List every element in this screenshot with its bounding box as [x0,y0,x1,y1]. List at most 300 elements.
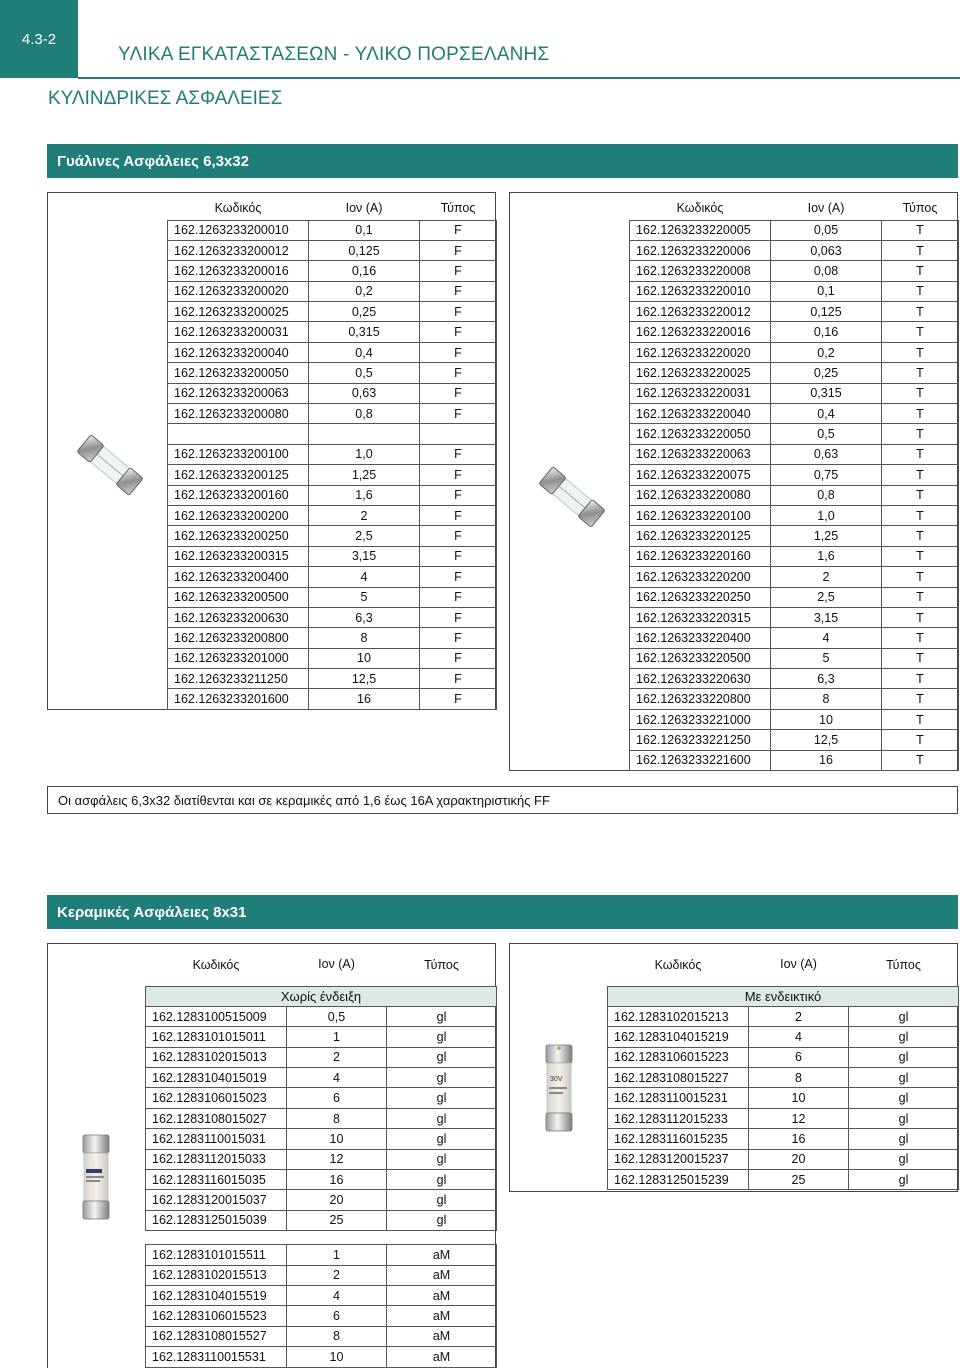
table-row [168,648,497,668]
cell-current: 1,0 [771,505,882,525]
cell-current: 20 [287,1190,387,1210]
cell-code: 162.1263233221000 [630,709,771,729]
table-row [146,1047,497,1067]
cell-current: 10 [309,648,420,668]
cell-type: F [420,485,497,505]
ceramic-fuses-title: Κεραμικές Ασφάλειες 8x31 [57,903,247,921]
table-row [146,1210,497,1230]
cell-current: 0,315 [309,322,420,342]
glass-fuses-band [47,144,958,178]
cell-code: 162.1263233200025 [168,302,309,322]
table-row [630,261,959,281]
cell-type: gl [849,1088,959,1108]
table-row [168,628,497,648]
cell-code: 162.1283100515009 [146,1006,287,1026]
column-header-code: Κωδικός [608,944,749,986]
cell-type: T [882,261,959,281]
cell-code: 162.1283112015233 [608,1108,749,1128]
cell-type: gl [849,1149,959,1169]
cell-code: 162.1283106015223 [608,1047,749,1067]
cell-code: 162.1283110015231 [608,1088,749,1108]
cell-code: 162.1263233220016 [630,322,771,342]
cell-current: 0,8 [771,485,882,505]
cell-type: aM [387,1326,497,1346]
cell-code: 162.1263233221250 [630,730,771,750]
cell-code: 162.1263233220006 [630,240,771,260]
cell-type: T [882,220,959,240]
cell-code: 162.1283104015519 [146,1285,287,1305]
cell-type: aM [387,1306,497,1326]
table-row [168,220,497,240]
cell-type: F [420,587,497,607]
cell-code: 162.1283108015527 [146,1326,287,1346]
cell-type: gl [849,1170,959,1190]
cell-current: 0,16 [309,261,420,281]
cell-current: 12 [287,1149,387,1169]
cell-code: 162.1263233220020 [630,342,771,362]
table-row [146,1265,497,1285]
cell-type: F [420,669,497,689]
blank-row [168,424,497,444]
table-row [168,607,497,627]
cell-type: T [882,465,959,485]
cell-code: 162.1263233220031 [630,383,771,403]
table-row [630,607,959,627]
cell-type: T [882,750,959,770]
cell-type: T [882,404,959,424]
cell-type: T [882,342,959,362]
cell-type: T [882,546,959,566]
cell-code: 162.1263233200200 [168,505,309,525]
cell-current: 2 [749,1006,849,1026]
table-row [630,424,959,444]
cell-type: T [882,424,959,444]
cell-current: 4 [287,1068,387,1088]
cell-code: 162.1283110015531 [146,1347,287,1367]
ceramic-fuse-indicator-icon [543,1043,575,1133]
cell-type: T [882,485,959,505]
cell-type: aM [387,1285,497,1305]
table-row [146,1306,497,1326]
empty-cell [309,424,420,444]
cell-type: gl [387,1210,497,1230]
glass-right-tbody [630,196,959,771]
glass-fuse-image-left [70,425,150,510]
table-row [630,750,959,770]
cell-current: 25 [287,1210,387,1230]
table-row [168,587,497,607]
cell-type: T [882,281,959,301]
table-row [608,1149,959,1169]
cell-current: 0,063 [771,240,882,260]
cell-type: F [420,281,497,301]
cell-current: 0,08 [771,261,882,281]
cell-type: gl [387,1088,497,1108]
table-row [146,1245,497,1265]
column-header-code: Κωδικός [168,196,309,220]
table-row [146,1108,497,1128]
cell-type: T [882,505,959,525]
empty-cell [146,1231,287,1245]
cell-current: 0,5 [287,1006,387,1026]
cell-current: 16 [287,1170,387,1190]
cell-type: T [882,587,959,607]
cell-type: gl [849,1047,959,1067]
cell-code: 162.1263233201600 [168,689,309,709]
table-row [630,322,959,342]
table-row [168,281,497,301]
section-label: Χωρίς ένδειξη [146,986,497,1006]
cell-current: 0,75 [771,465,882,485]
cell-code: 162.1283106015523 [146,1306,287,1326]
table-row [630,669,959,689]
cell-code: 162.1263233200063 [168,383,309,403]
table-row [168,485,497,505]
table-header-row [146,944,497,986]
cell-current: 12,5 [771,730,882,750]
table-row [630,546,959,566]
cell-current: 0,16 [771,322,882,342]
cell-type: T [882,648,959,668]
cell-type: T [882,383,959,403]
cell-current: 0,125 [771,302,882,322]
cell-type: F [420,689,497,709]
cell-current: 0,25 [771,363,882,383]
cell-type: aM [387,1347,497,1367]
ceramic-left-table [145,944,497,1368]
cell-code: 162.1263233200250 [168,526,309,546]
cell-type: T [882,607,959,627]
cell-code: 162.1283106015023 [146,1088,287,1108]
table-row [630,648,959,668]
empty-cell [387,1231,497,1245]
table-row [608,1170,959,1190]
table-row [630,689,959,709]
cell-type: gl [387,1068,497,1088]
table-row [168,342,497,362]
cell-code: 162.1283108015027 [146,1108,287,1128]
table-row [146,1285,497,1305]
empty-cell [287,1231,387,1245]
cell-current: 0,125 [309,240,420,260]
cell-current: 6 [287,1306,387,1326]
cell-type: gl [849,1108,959,1128]
cell-code: 162.1283110015031 [146,1129,287,1149]
cell-current: 4 [749,1027,849,1047]
table-row [168,505,497,525]
cell-code: 162.1283108015227 [608,1068,749,1088]
cell-type: F [420,383,497,403]
ceramic-fuse-image-right [543,1043,575,1138]
cell-current: 6,3 [309,607,420,627]
table-row [146,1149,497,1169]
cell-current: 8 [287,1326,387,1346]
page-number: 4.3-2 [21,30,57,48]
cell-current: 0,63 [309,383,420,403]
column-header-type: Τύπος [849,944,959,986]
cell-current: 12 [749,1108,849,1128]
cell-code: 162.1263233220500 [630,648,771,668]
cell-type: gl [387,1170,497,1190]
cell-current: 1 [287,1027,387,1047]
glass-fuse-icon [70,425,150,505]
cell-current: 1,6 [309,485,420,505]
cell-code: 162.1283120015237 [608,1149,749,1169]
cell-code: 162.1263233220800 [630,689,771,709]
table-row [630,505,959,525]
ceramic-right-tbody [608,944,959,1190]
column-header-code: Κωδικός [146,944,287,986]
cell-code: 162.1283102015213 [608,1006,749,1026]
table-row [168,302,497,322]
cell-current: 1,25 [771,526,882,546]
table-row [168,444,497,464]
table-row [630,444,959,464]
column-header-current: Ιον (Α) [771,196,882,220]
cell-current: 3,15 [309,546,420,566]
cell-type: F [420,567,497,587]
table-row [630,628,959,648]
cell-code: 162.1283104015019 [146,1068,287,1088]
table-row [630,363,959,383]
empty-cell [168,424,309,444]
cell-current: 0,4 [309,342,420,362]
column-header-type: Τύπος [420,196,497,220]
glass-note-text: Οι ασφάλεις 6,3x32 διατίθενται και σε κεραμικές από 1,6 έως 16Α χαρακτηριστικής FF [58,792,550,808]
cell-code: 162.1283101015011 [146,1027,287,1047]
cell-current: 20 [749,1149,849,1169]
cell-type: F [420,342,497,362]
cell-code: 162.1283101015511 [146,1245,287,1265]
section-row [146,986,497,1006]
table-row [630,240,959,260]
cell-type: gl [849,1129,959,1149]
cell-current: 0,315 [771,383,882,403]
cell-code: 162.1263233220200 [630,567,771,587]
cell-code: 162.1263233220012 [630,302,771,322]
glass-fuse-image-right [532,457,612,542]
table-row [146,1129,497,1149]
cell-current: 0,1 [309,220,420,240]
table-row [630,485,959,505]
cell-type: F [420,444,497,464]
cell-code: 162.1263233220080 [630,485,771,505]
cell-code: 162.1263233200010 [168,220,309,240]
column-header-code: Κωδικός [630,196,771,220]
cell-current: 10 [749,1088,849,1108]
cell-current: 3,15 [771,607,882,627]
main-title: ΥΛΙΚΑ ΕΓΚΑΤΑΣΤΑΣΕΩΝ - ΥΛΙΚΟ ΠΟΡΣΕΛΑΝΗΣ [118,44,550,65]
cell-code: 162.1263233200160 [168,485,309,505]
cell-current: 2,5 [771,587,882,607]
table-header-row [608,944,959,986]
table-header-row [630,196,959,220]
cell-type: T [882,240,959,260]
cell-type: F [420,526,497,546]
cell-code: 162.1263233200020 [168,281,309,301]
cell-code: 162.1263233220125 [630,526,771,546]
table-row [630,302,959,322]
table-row [146,1190,497,1210]
cell-code: 162.1263233200012 [168,240,309,260]
table-row [608,1006,959,1026]
cell-code: 162.1263233200050 [168,363,309,383]
cell-current: 0,5 [771,424,882,444]
cell-type: T [882,628,959,648]
cell-type: F [420,240,497,260]
cell-type: gl [387,1108,497,1128]
spacer-row [146,1231,497,1245]
table-row [168,383,497,403]
cell-type: F [420,648,497,668]
table-row [630,281,959,301]
table-row [608,1047,959,1067]
cell-type: F [420,322,497,342]
cell-code: 162.1283116015035 [146,1170,287,1190]
cell-current: 0,5 [309,363,420,383]
cell-code: 162.1263233220250 [630,587,771,607]
cell-code: 162.1263233200100 [168,444,309,464]
table-row [630,567,959,587]
cell-current: 0,25 [309,302,420,322]
cell-type: aM [387,1245,497,1265]
table-row [630,730,959,750]
cell-current: 4 [309,567,420,587]
section-row [608,986,959,1006]
table-header-row [168,196,497,220]
column-header-current: Ιον (Α) [309,196,420,220]
cell-code: 162.1263233220400 [630,628,771,648]
cell-type: T [882,322,959,342]
cell-type: F [420,404,497,424]
cell-type: F [420,363,497,383]
cell-code: 162.1263233200040 [168,342,309,362]
table-row [630,404,959,424]
cell-current: 1 [287,1245,387,1265]
table-row [168,689,497,709]
cell-code: 162.1263233220315 [630,607,771,627]
cell-type: gl [387,1027,497,1047]
cell-type: T [882,526,959,546]
table-row [146,1068,497,1088]
cell-current: 5 [771,648,882,668]
cell-current: 0,2 [771,342,882,362]
cell-code: 162.1263233201000 [168,648,309,668]
table-row [168,261,497,281]
cell-current: 4 [771,628,882,648]
table-row [168,465,497,485]
cell-type: gl [387,1190,497,1210]
cell-code: 162.1263233220050 [630,424,771,444]
cell-current: 2 [309,505,420,525]
table-row [146,1088,497,1108]
table-row [168,669,497,689]
table-row [168,322,497,342]
table-row [146,1347,497,1367]
cell-type: gl [849,1027,959,1047]
cell-current: 12,5 [309,669,420,689]
table-row [168,567,497,587]
cell-current: 8 [287,1108,387,1128]
glass-left-table [167,196,497,710]
title-divider [78,77,960,79]
table-row [630,587,959,607]
cell-current: 0,63 [771,444,882,464]
table-row [146,1006,497,1026]
cell-type: F [420,628,497,648]
cell-code: 162.1283112015033 [146,1149,287,1169]
cell-code: 162.1263233200125 [168,465,309,485]
cell-code: 162.1263233220063 [630,444,771,464]
cell-type: F [420,546,497,566]
glass-left-tbody [168,196,497,709]
table-row [168,404,497,424]
cell-type: T [882,363,959,383]
cell-type: T [882,730,959,750]
table-row [608,1027,959,1047]
cell-current: 8 [309,628,420,648]
table-row [146,1170,497,1190]
cell-current: 1,25 [309,465,420,485]
table-row [630,465,959,485]
table-row [608,1088,959,1108]
cell-code: 162.1263233200800 [168,628,309,648]
cell-code: 162.1263233200031 [168,322,309,342]
cell-current: 6 [287,1088,387,1108]
cell-type: aM [387,1265,497,1285]
cell-current: 6,3 [771,669,882,689]
cell-code: 162.1263233200630 [168,607,309,627]
cell-current: 16 [309,689,420,709]
cell-code: 162.1283104015219 [608,1027,749,1047]
table-row [608,1068,959,1088]
glass-note [47,786,958,814]
table-row [168,363,497,383]
table-row [630,383,959,403]
table-row [146,1027,497,1047]
cell-current: 1,6 [771,546,882,566]
cell-type: gl [387,1149,497,1169]
cell-current: 4 [287,1285,387,1305]
glass-right-table [629,196,959,771]
cell-current: 25 [749,1170,849,1190]
cell-current: 0,1 [771,281,882,301]
cell-type: F [420,302,497,322]
cell-current: 2 [771,567,882,587]
ceramic-fuse-image-left [80,1133,112,1226]
cell-type: gl [387,1047,497,1067]
cell-type: F [420,261,497,281]
cell-type: gl [849,1006,959,1026]
cell-current: 0,05 [771,220,882,240]
fuse-label-text: 30V [550,1076,563,1083]
cell-code: 162.1263233221600 [630,750,771,770]
table-row [630,526,959,546]
cell-current: 8 [749,1068,849,1088]
cell-code: 162.1263233211250 [168,669,309,689]
cell-current: 10 [771,709,882,729]
ceramic-fuse-icon [80,1133,112,1221]
cell-code: 162.1263233200500 [168,587,309,607]
cell-code: 162.1263233220160 [630,546,771,566]
cell-current: 16 [771,750,882,770]
cell-type: T [882,689,959,709]
cell-type: gl [849,1068,959,1088]
cell-current: 5 [309,587,420,607]
cell-current: 10 [287,1347,387,1367]
column-header-type: Τύπος [387,944,497,986]
ceramic-fuses-band [47,895,958,929]
